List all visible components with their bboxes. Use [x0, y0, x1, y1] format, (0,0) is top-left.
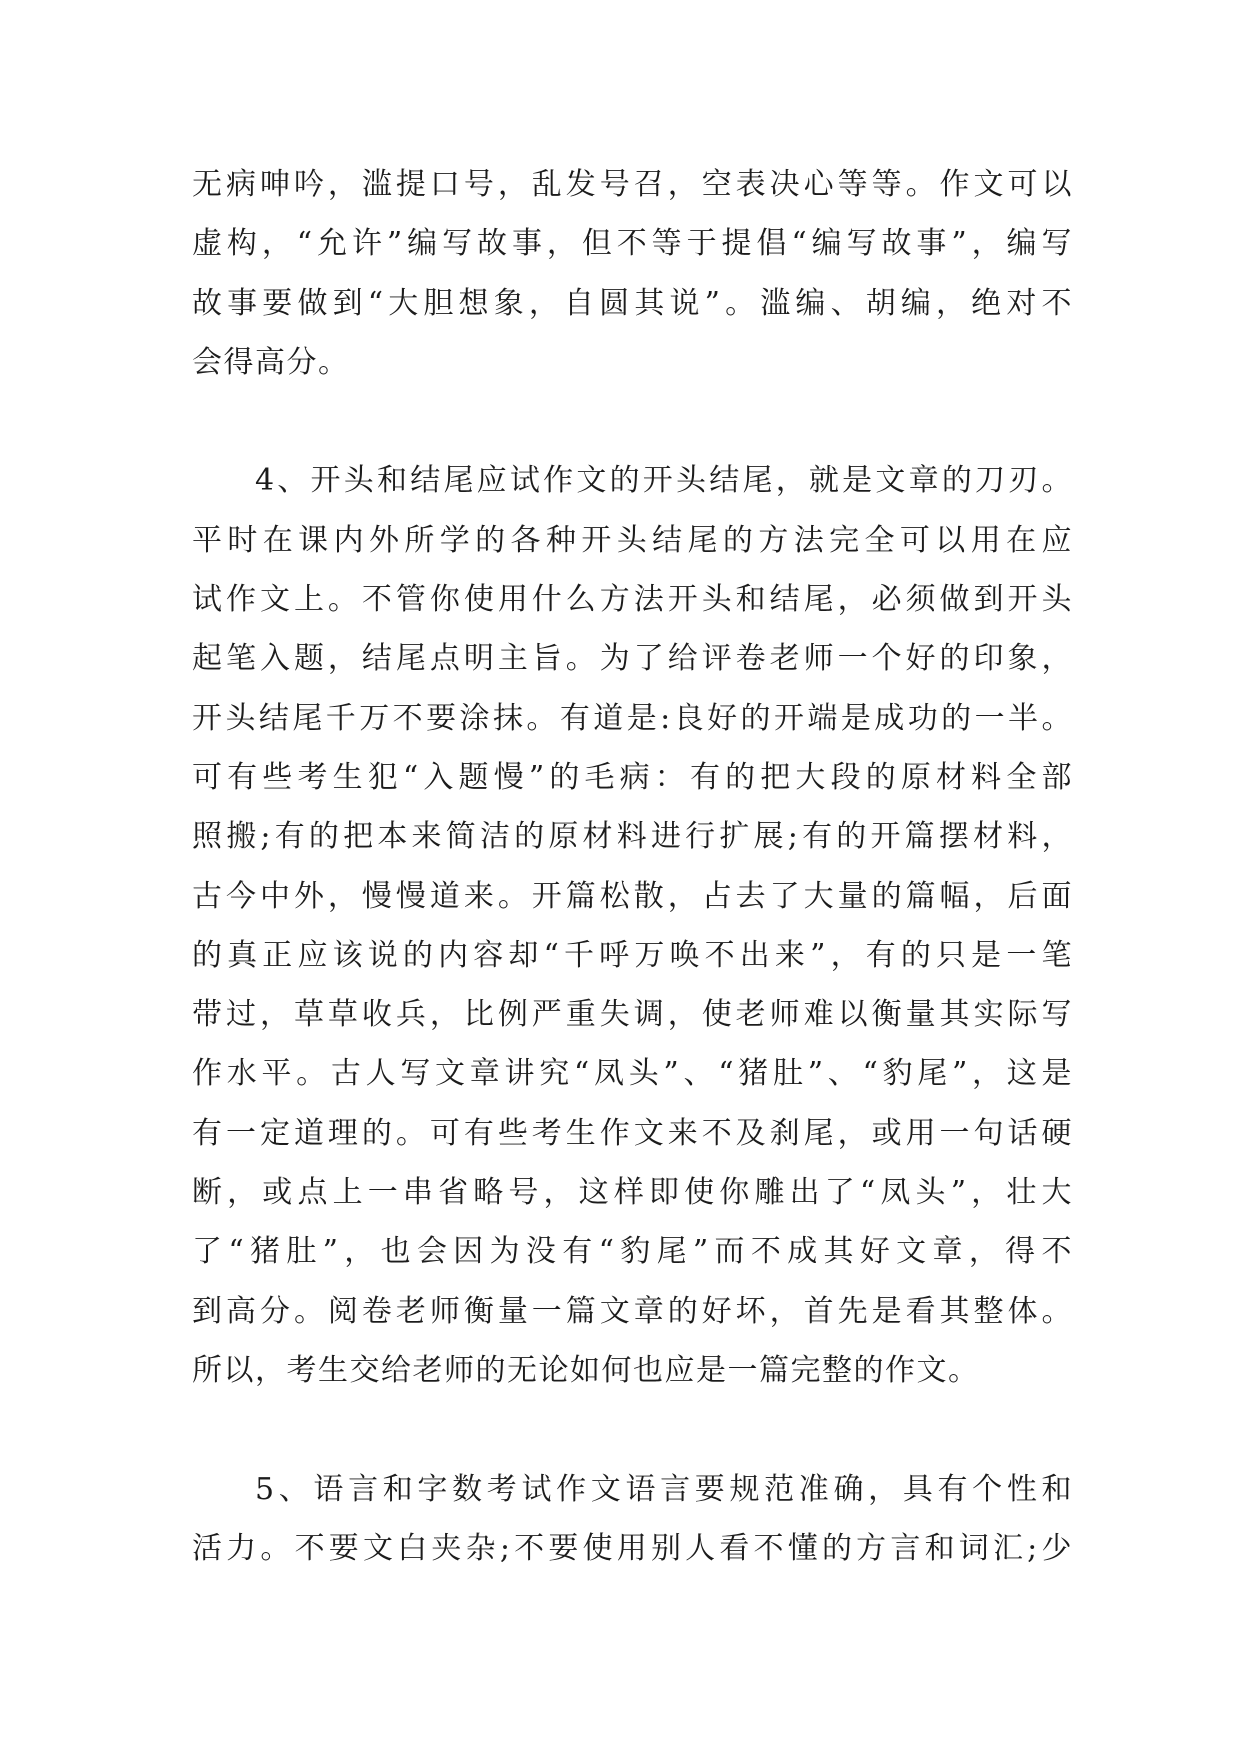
text-line: 到高分。阅卷老师衡量一篇文章的好坏，首先是看其整体。	[192, 1293, 1073, 1329]
document-body	[192, 155, 1073, 1578]
text-line: 的真正应该说的内容却“千呼万唤不出来”，有的只是一笔	[192, 937, 1073, 973]
text-line: 照搬;有的把本来简洁的原材料进行扩展;有的开篇摆材料，	[192, 819, 1073, 855]
text-line: 断，或点上一串省略号，这样即使你雕出了“凤头”，壮大	[192, 1175, 1073, 1211]
text-line: 可有些考生犯“入题慢”的毛病：有的把大段的原材料全部	[192, 759, 1073, 795]
text-line: 试作文上。不管你使用什么方法开头和结尾，必须做到开头	[192, 582, 1073, 618]
text-line: 会得高分。	[192, 344, 350, 380]
text-line: 4、开头和结尾应试作文的开头结尾，就是文章的刀刃。	[255, 463, 1073, 499]
text-line: 5、语言和字数考试作文语言要规范准确，具有个性和	[255, 1471, 1073, 1507]
text-line: 作水平。古人写文章讲究“凤头”、“猪肚”、“豹尾”，这是	[192, 1056, 1073, 1092]
text-line: 开头结尾千万不要涂抹。有道是:良好的开端是成功的一半。	[192, 700, 1073, 736]
text-line: 有一定道理的。可有些考生作文来不及刹尾，或用一句话硬	[192, 1115, 1073, 1151]
text-line: 活力。不要文白夹杂;不要使用别人看不懂的方言和词汇;少	[192, 1530, 1073, 1566]
text-line: 古今中外，慢慢道来。开篇松散，占去了大量的篇幅，后面	[192, 878, 1073, 914]
text-line: 平时在课内外所学的各种开头结尾的方法完全可以用在应	[192, 522, 1073, 558]
paragraph-item-5	[192, 1460, 1073, 1579]
paragraph-item-4	[192, 451, 1073, 1400]
text-line: 虚构，“允许”编写故事，但不等于提倡“编写故事”，编写	[192, 226, 1073, 262]
text-line: 所以，考生交给老师的无论如何也应是一篇完整的作文。	[192, 1352, 980, 1388]
text-line: 故事要做到“大胆想象，自圆其说”。滥编、胡编，绝对不	[192, 285, 1073, 321]
text-line: 带过，草草收兵，比例严重失调，使老师难以衡量其实际写	[192, 997, 1073, 1033]
text-line: 起笔入题，结尾点明主旨。为了给评卷老师一个好的印象，	[192, 641, 1073, 677]
text-line: 无病呻吟，滥提口号，乱发号召，空表决心等等。作文可以	[192, 167, 1073, 202]
paragraph-continuation	[192, 155, 1073, 392]
text-line: 了“猪肚”，也会因为没有“豹尾”而不成其好文章，得不	[192, 1234, 1073, 1270]
